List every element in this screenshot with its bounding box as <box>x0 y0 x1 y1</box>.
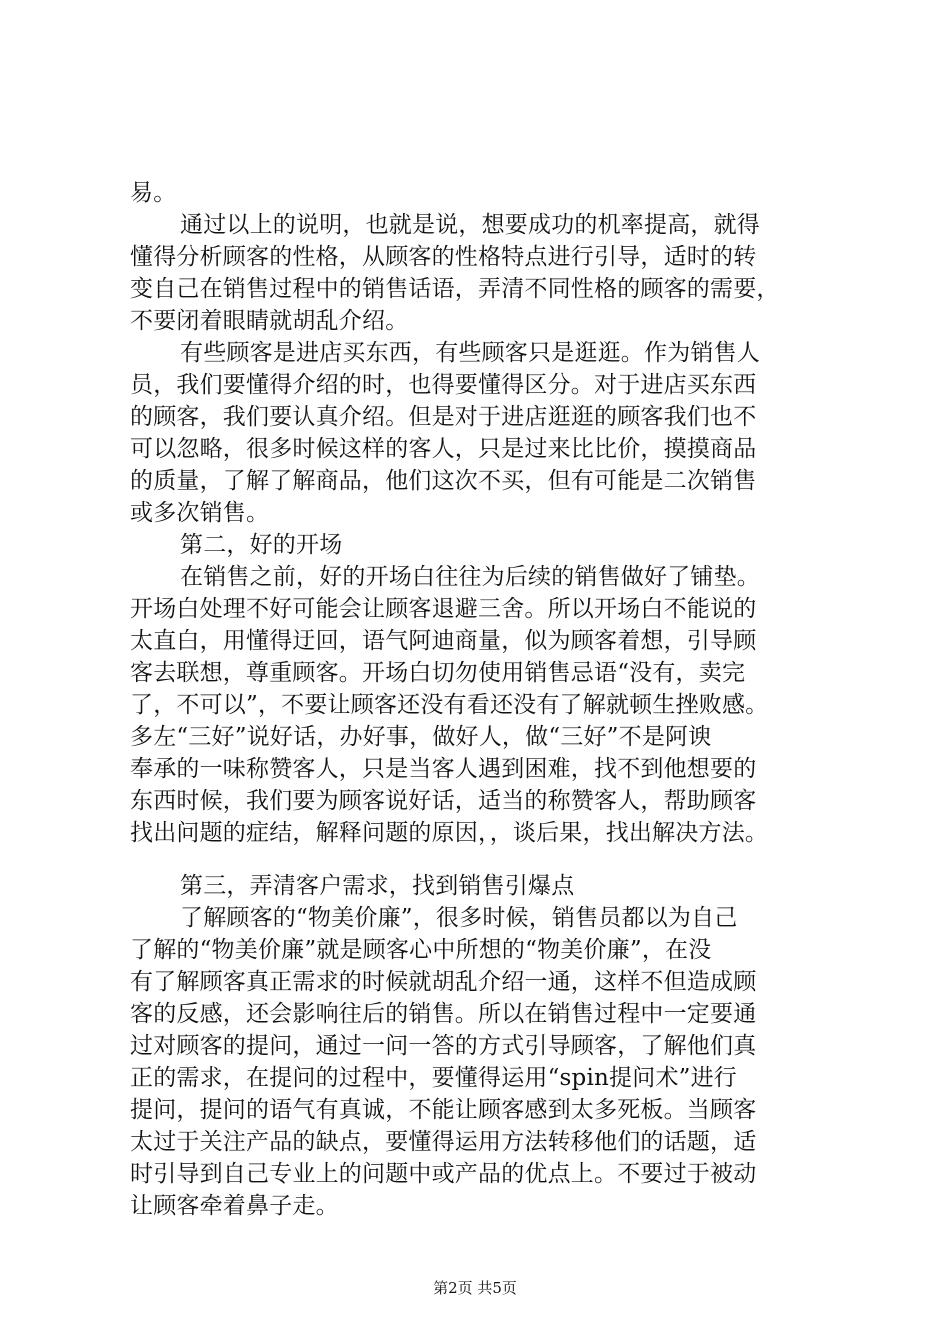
text-line: 不要闭着眼睛就胡乱介绍。 <box>130 308 409 334</box>
text-line: 太过于关注产品的缺点，要懂得运用方法转移他们的话题，适 <box>130 1129 757 1155</box>
text-line: 在销售之前，好的开场白往往为后续的销售做好了铺垫。 <box>180 564 760 590</box>
text-line: 提问，提问的语气有真诚，不能让顾客感到太多死板。当顾客 <box>130 1097 757 1123</box>
section-heading: 第二，好的开场 <box>180 532 343 558</box>
text-line: 有了解顾客真正需求的时候就胡乱介绍一通，这样不但造成顾 <box>130 969 757 995</box>
text-line: 的质量，了解了解商品，他们这次不买，但有可能是二次销售 <box>130 468 757 494</box>
text-line: 东西时候，我们要为顾客说好话，适当的称赞客人，帮助顾客 <box>130 788 757 814</box>
text-line: 了，不可以”，不要让顾客还没有看还没有了解就顿生挫败感。 <box>130 692 769 718</box>
text-line: 的顾客，我们要认真介绍。但是对于进店逛逛的顾客我们也不 <box>130 404 757 430</box>
text-line: 让顾客牵着鼻子走。 <box>130 1193 339 1219</box>
text-line: 可以忽略，很多时候这样的客人，只是过来比比价，摸摸商品 <box>130 436 757 462</box>
text-line: 客的反感，还会影响往后的销售。所以在销售过程中一定要通 <box>130 1001 757 1027</box>
text-line: 有些顾客是进店买东西，有些顾客只是逛逛。作为销售人 <box>180 340 760 366</box>
text-line: 开场白处理不好可能会让顾客退避三舍。所以开场白不能说的 <box>130 596 757 622</box>
text-line: 或多次销售。 <box>130 500 270 526</box>
text-line: 正的需求，在提问的过程中，要懂得运用“spin提问术”进行 <box>130 1065 738 1091</box>
text-line: 找出问题的症结，解释问题的原因，，谈后果，找出解决方法。 <box>130 820 769 846</box>
text-line: 太直白，用懂得迂回，语气阿迪商量，似为顾客着想，引导顾 <box>130 628 757 654</box>
page-footer: 第2页 共5页 <box>433 1279 517 1297</box>
text-line: 易。 <box>130 180 177 206</box>
text-line: 了解的“物美价廉”就是顾客心中所想的“物美价廉”，在没 <box>130 937 712 963</box>
text-line: 了解顾客的“物美价廉”，很多时候，销售员都以为自己 <box>180 905 738 931</box>
text-line: 员，我们要懂得介绍的时，也得要懂得区分。对于进店买东西 <box>130 372 757 398</box>
text-line: 客去联想，尊重顾客。开场白切勿使用销售忌语“没有，卖完 <box>130 660 746 686</box>
text-line: 时引导到自己专业上的问题中或产品的优点上。不要过于被动 <box>130 1161 757 1187</box>
text-line: 变自己在销售过程中的销售话语，弄清不同性格的顾客的需要， <box>130 276 780 302</box>
text-line: 多左“三好”说好话，办好事，做好人，做“三好”不是阿谀 <box>130 724 712 750</box>
section-heading: 第三，弄清客户需求，找到销售引爆点 <box>180 873 575 899</box>
text-line: 通过以上的说明，也就是说，想要成功的机率提高，就得 <box>180 212 760 238</box>
text-line: 奉承的一味称赞客人，只是当客人遇到困难，找不到他想要的 <box>130 756 757 782</box>
text-line: 懂得分析顾客的性格，从顾客的性格特点进行引导，适时的转 <box>130 244 757 270</box>
text-line: 过对顾客的提问，通过一问一答的方式引导顾客，了解他们真 <box>130 1033 757 1059</box>
